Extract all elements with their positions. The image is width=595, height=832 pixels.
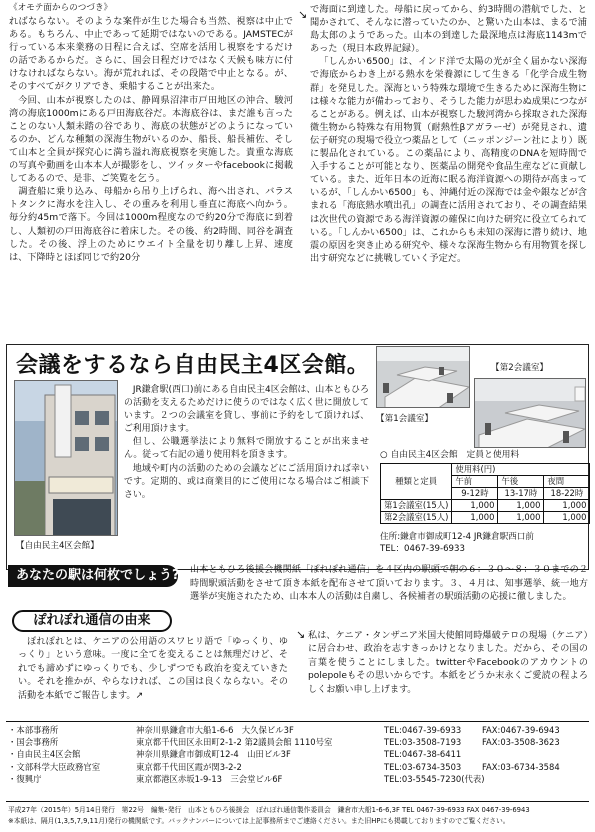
office-row — [8, 761, 560, 773]
fee-table — [380, 463, 590, 524]
article-paragraph: 今回、山本が視察したのは、静岡県沼津市戸田地区の沖合、駿河湾の海底1000mにある戸田海底谷だ。本海底谷は、まだ誰も言ったことのない人類未踏の谷であり、海底の状態がどのようになっているのか、どんな種類の深海生物がいるのか、船長、船長補佐、そして山本と全員が探究心に満ち溢れ海底視察を実施した。貴重な海底の写真や動画を山本本人が撮影をし、ツイッターやfacebookに掲載してあるので、是非、ご笑覧を乞う。 — [9, 94, 293, 185]
station-body: 山本ともひろ後援会機関紙「ぽれぽれ通信」を４区内の駅頭で朝の６：３０～８：３０までの２時間駅頭活動をさせて頂き本紙を配布させて頂いております。３、４月は、知事選挙、統一地方選挙が実施されたため、山本本人の活動は自粛し、各候補者の駅頭活動の応援に徹しました。 — [190, 565, 588, 603]
continue-arrow: ↘ — [298, 8, 308, 21]
room2-image — [475, 379, 586, 448]
fee-col-type: 種類と定員 — [381, 464, 452, 500]
period-time: 18-22時 — [544, 488, 590, 500]
origin-title: ぽれぽれ通信の由来 — [12, 610, 172, 632]
office-fax — [482, 748, 560, 760]
ad-paragraph: 地域や町内の活動のための会議などにご活用頂ければ幸いです。定期的、或は商業目的にご使用になる場合はご相談下さい。 — [124, 463, 369, 500]
office-name: ・本部事務所 — [8, 725, 59, 735]
ad-tel: TEL：0467-39-6933 — [380, 544, 465, 554]
ad-address: 住所:鎌倉市御成町12-4 JR鎌倉駅西口前 — [380, 532, 534, 542]
office-fax: FAX:03-3508-3623 — [482, 737, 560, 748]
fee-header: 使用料(円) — [452, 464, 590, 476]
office-tel: TEL:03-3508-7193 — [384, 737, 462, 748]
article-left-column — [9, 15, 293, 345]
station-title: あなたの駅は何枚でしょう? — [8, 565, 178, 587]
fee-cell: 1,000 — [452, 500, 498, 512]
article-paragraph: 「しんかい6500」は、インド洋で太陽の光が全く届かない深海で海底からわき上がる熱水を栄養源にして生きる「化学合成生物群」を発見した。深海という特殊な環境で生きるために深海生物には様々な能力が備わっており、そうした能力が思わぬ成果につながることがある。例えば、山本が視察した駿河湾から採取された深海微生物から特殊な有用物質（耐熱性βアガラーゼ）が発見され、遺伝子研究の現場で役立つ薬品として（ニッポンジーン社により）既に製品化されている。この薬品により、高精度のDNAを短時間で入手することが可能となり、医薬品の開発や食品生産などに貢献している。また、近年日本の近海に眠る海洋資源への期待が高まっているが、「しんかい6500」も、沖縄付近の深海では金や銀などが含まれる「海底熱水噴出孔」の調査に活用されており、その調査結果は次世代の資源である海洋資源の確保に向けた研究に役立てられている。「しんかい6500」は、これからも未知の深海に潜り続け、地震の原因を突き止める研究や、様々な深海生物から有用物質を探し出す研究などに挑戦していく予定だ。 — [310, 56, 587, 264]
fee-cell: 1,000 — [498, 500, 544, 512]
office-fax: FAX:03-6734-3584 — [482, 761, 560, 772]
footer-line1: 平成27年（2015年）5月14日発行 第22号 編集･発行 山本ともひろ後援会 ぽれぽれ通信製作委員会 鎌倉市大船1-6-6,3F TEL 0467-39-6933 FAX 0467-39-6943 — [8, 806, 530, 814]
fee-cell: 1,000 — [452, 512, 498, 524]
period-name: 午前 — [452, 476, 498, 488]
period-time: 13-17時 — [498, 488, 544, 500]
divider — [6, 721, 589, 722]
building-photo — [14, 380, 118, 536]
office-name: ・国会事務所 — [8, 737, 59, 748]
fee-title: ○ 自由民主4区会館 定員と使用料 — [380, 450, 520, 460]
office-tel: TEL:03-5545-7230(代表) — [384, 773, 485, 784]
office-name: ・復興庁 — [8, 773, 42, 784]
article-paragraph: ればならない。そのような案件が生じた場合も当然、視察は中止である。もちろん、中止であって延期ではないのである。JAMSTECが行っている本来業務の日程に合えば、空席を活用し視察をするだけの話であるからだ。さらに、国会日程だけではなく天候も味方に付けなければならない。海が荒れれば、その段階で中止となる。が、そのすべてがクリアでき、乗船することが出来た。 — [9, 16, 293, 93]
period-name: 夜間 — [544, 476, 590, 488]
fee-row — [381, 512, 590, 524]
room1-image — [377, 347, 470, 408]
article-right-column — [310, 3, 587, 345]
building-label: 【自由民主4区会館】 — [16, 541, 99, 551]
period-name: 午後 — [498, 476, 544, 488]
ad-headline: 会議をするなら自由民主4区会館。 — [16, 353, 370, 378]
office-address: 神奈川県鎌倉市大船1-6-6 大久保ビル3F — [136, 725, 294, 735]
fee-cell: 1,000 — [544, 500, 590, 512]
room1-photo — [376, 346, 470, 408]
fee-cell: 1,000 — [498, 512, 544, 524]
ad-paragraph: JR鎌倉駅(西口)前にある自由民主4区会館は、山本ともひろの活動を支えるためだけに使うのではなく広く世に開放しています。２つの会議室を貸し、事前に予約をして頂ければ、ご利用頂けます。 — [124, 385, 369, 435]
office-address: 東京都千代田区霞が関3-2-2 — [136, 761, 242, 772]
room1-label: 【第1会議室】 — [376, 414, 434, 424]
building-image — [15, 381, 118, 536]
article-paragraph: 調査船に乗り込み、母船から吊り上げられ、海へ出され、バラストタンクに海水を注入し、その重みを利用し垂直に海底へ向かう。毎分約45mで落下。今回は1000m程度なので約20分で海底に到着し、人類初の戸田海底谷に着床した。その後、約2時間、同谷を調査した。その後、浮上のためにウエイト全量を切り離し上昇、速度は、下降時とほぼ同じで約20分 — [9, 186, 293, 263]
office-name: ・自由民主4区会館 — [8, 749, 81, 760]
office-table — [8, 724, 560, 785]
fee-room: 第2会議室(15人) — [381, 512, 452, 524]
origin-right: 私は、ケニア・タンザニア米国大使館同時爆破テロの現場（ケニア）に居合わせ、政治を志すきっかけとなりました。だから、その国の言葉を使うことにしました。twitterやFacebookのアカウントのpolepoleもその思いからです。本紙をどうか末永くご愛読の程よろしくお願い申し上げます。 — [308, 631, 588, 695]
continued-label: 《オモテ面からのつづき》 — [9, 3, 113, 13]
ad-paragraph: 但し、公職選挙法により無料で開放することが出来ません。従って右記の通り使用料を頂きます。 — [124, 437, 369, 461]
period-time: 9-12時 — [452, 488, 498, 500]
room2-label: 【第2会議室】 — [491, 363, 549, 373]
origin-left: ぽれぽれとは、ケニアの公用語のスワヒリ語で「ゆっくり、ゆっくり」という意味。一度に全てを変えることは無理だけど、それでも諦めずにゆっくりでも、少しずつでも政治を変えていきたい。それを推かが、やらなければ、この国は良くならない。その活動を本紙でご報告します。↗ — [18, 637, 288, 701]
fee-cell: 1,000 — [544, 512, 590, 524]
office-fax: FAX:0467-39-6943 — [482, 725, 560, 735]
office-address: 神奈川県鎌倉市御成町12-4 山田ビル3F — [136, 749, 291, 760]
article-paragraph: で海面に到達した。母船に戻ってから、約3時間の潜航でした、と聞かされて、そんなに潜っていたのか、と驚いた山本は、まるで浦島太郎のようであった。山本の到達した最深地点は海底1143mであった（現日本政界記録）。 — [310, 4, 587, 55]
office-address: 東京都千代田区永田町2-1-2 第2議員会館 1110号室 — [136, 737, 333, 748]
continue-arrow: ↘ — [296, 628, 306, 641]
room2-photo — [474, 378, 586, 448]
office-row — [8, 748, 560, 760]
office-tel: TEL:0467-39-6933 — [384, 725, 462, 735]
office-row — [8, 724, 560, 736]
divider — [6, 801, 589, 802]
office-name: ・文部科学大臣政務官室 — [8, 761, 101, 772]
office-tel: TEL:03-6734-3503 — [384, 761, 462, 772]
office-row — [8, 736, 560, 748]
fee-room: 第1会議室(15人) — [381, 500, 452, 512]
office-tel: TEL:0467-38-6411 — [384, 749, 462, 760]
office-row — [8, 773, 560, 785]
footer-line2: ※本紙は、隔月(1,3,5,7,9,11月)発行の機関紙です。バックナンバーについては上記事務所までご連絡ください。また旧HPにも掲載しておりますのでご覧ください。 — [8, 817, 510, 825]
ad-body — [124, 384, 369, 502]
fee-row — [381, 500, 590, 512]
office-address: 東京都港区赤坂1-9-13 三会堂ビル6F — [136, 773, 283, 784]
